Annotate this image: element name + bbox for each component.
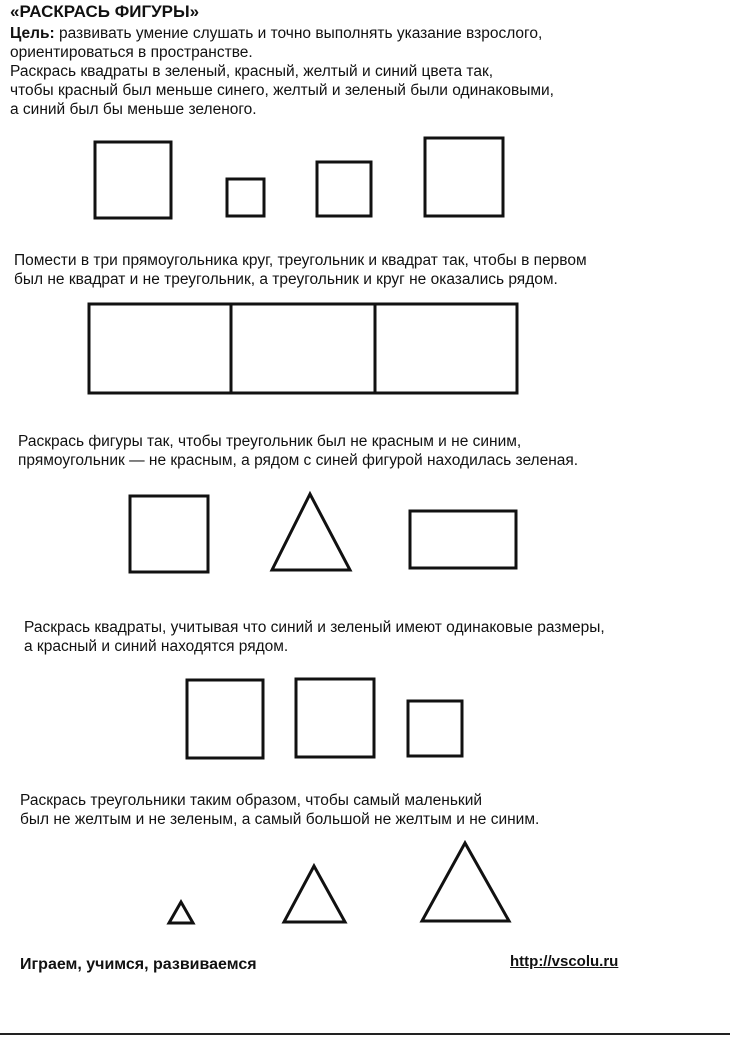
goal-label: Цель: [10, 25, 55, 42]
task3-rectangle[interactable] [410, 511, 516, 568]
task2-rectangle-3[interactable] [375, 304, 517, 393]
task4-square-small[interactable] [408, 701, 462, 756]
task3-square[interactable] [130, 496, 208, 572]
task1-square-small[interactable] [227, 179, 264, 216]
task3-line-2: прямоугольник — не красным, а рядом с синей фигурой находилась зеленая. [18, 452, 579, 469]
goal-text-1: развивать умение слушать и точно выполнять указание взрослого, [54, 25, 543, 42]
task1-line-3: а синий был бы меньше зеленого. [10, 101, 257, 118]
goal-line-2: ориентироваться в пространстве. [10, 44, 253, 61]
worksheet-title: «РАСКРАСЬ ФИГУРЫ» [10, 2, 200, 21]
task1-square-medium[interactable] [317, 162, 371, 216]
task1-line-1: Раскрась квадраты в зеленый, красный, желтый и синий цвета так, [10, 63, 494, 80]
task1-square-large[interactable] [95, 142, 171, 218]
task4-line-2: а красный и синий находятся рядом. [24, 638, 289, 655]
task1-line-2: чтобы красный был меньше синего, желтый и зеленый были одинаковыми, [10, 82, 554, 99]
task2-line-1: Помести в три прямоугольника круг, треугольник и квадрат так, чтобы в первом [14, 252, 587, 269]
task4-square-2[interactable] [296, 679, 374, 757]
task2-rectangle-1[interactable] [89, 304, 231, 393]
task3-triangle[interactable] [272, 494, 350, 570]
task5-triangle-large[interactable] [422, 843, 509, 921]
page-bottom-border [0, 1033, 730, 1035]
task3-line-1: Раскрась фигуры так, чтобы треугольник был не красным и не синим, [18, 433, 522, 450]
task1-square-large-2[interactable] [425, 138, 503, 216]
task4-square-1[interactable] [187, 680, 263, 758]
footer-slogan: Играем, учимся, развиваемся [20, 956, 257, 973]
footer-url-link[interactable]: http://vscolu.ru [510, 953, 619, 970]
task2-rectangle-2[interactable] [231, 304, 375, 393]
task5-line-2: был не желтым и не зеленым, а самый большой не желтым и не синим. [20, 811, 540, 828]
task5-line-1: Раскрась треугольники таким образом, чтобы самый маленький [20, 792, 483, 809]
task5-triangle-medium[interactable] [284, 866, 345, 922]
task2-line-2: был не квадрат и не треугольник, а треугольник и круг не оказались рядом. [14, 271, 558, 288]
task5-triangle-small[interactable] [169, 902, 193, 923]
task4-line-1: Раскрась квадраты, учитывая что синий и зеленый имеют одинаковые размеры, [24, 619, 605, 636]
